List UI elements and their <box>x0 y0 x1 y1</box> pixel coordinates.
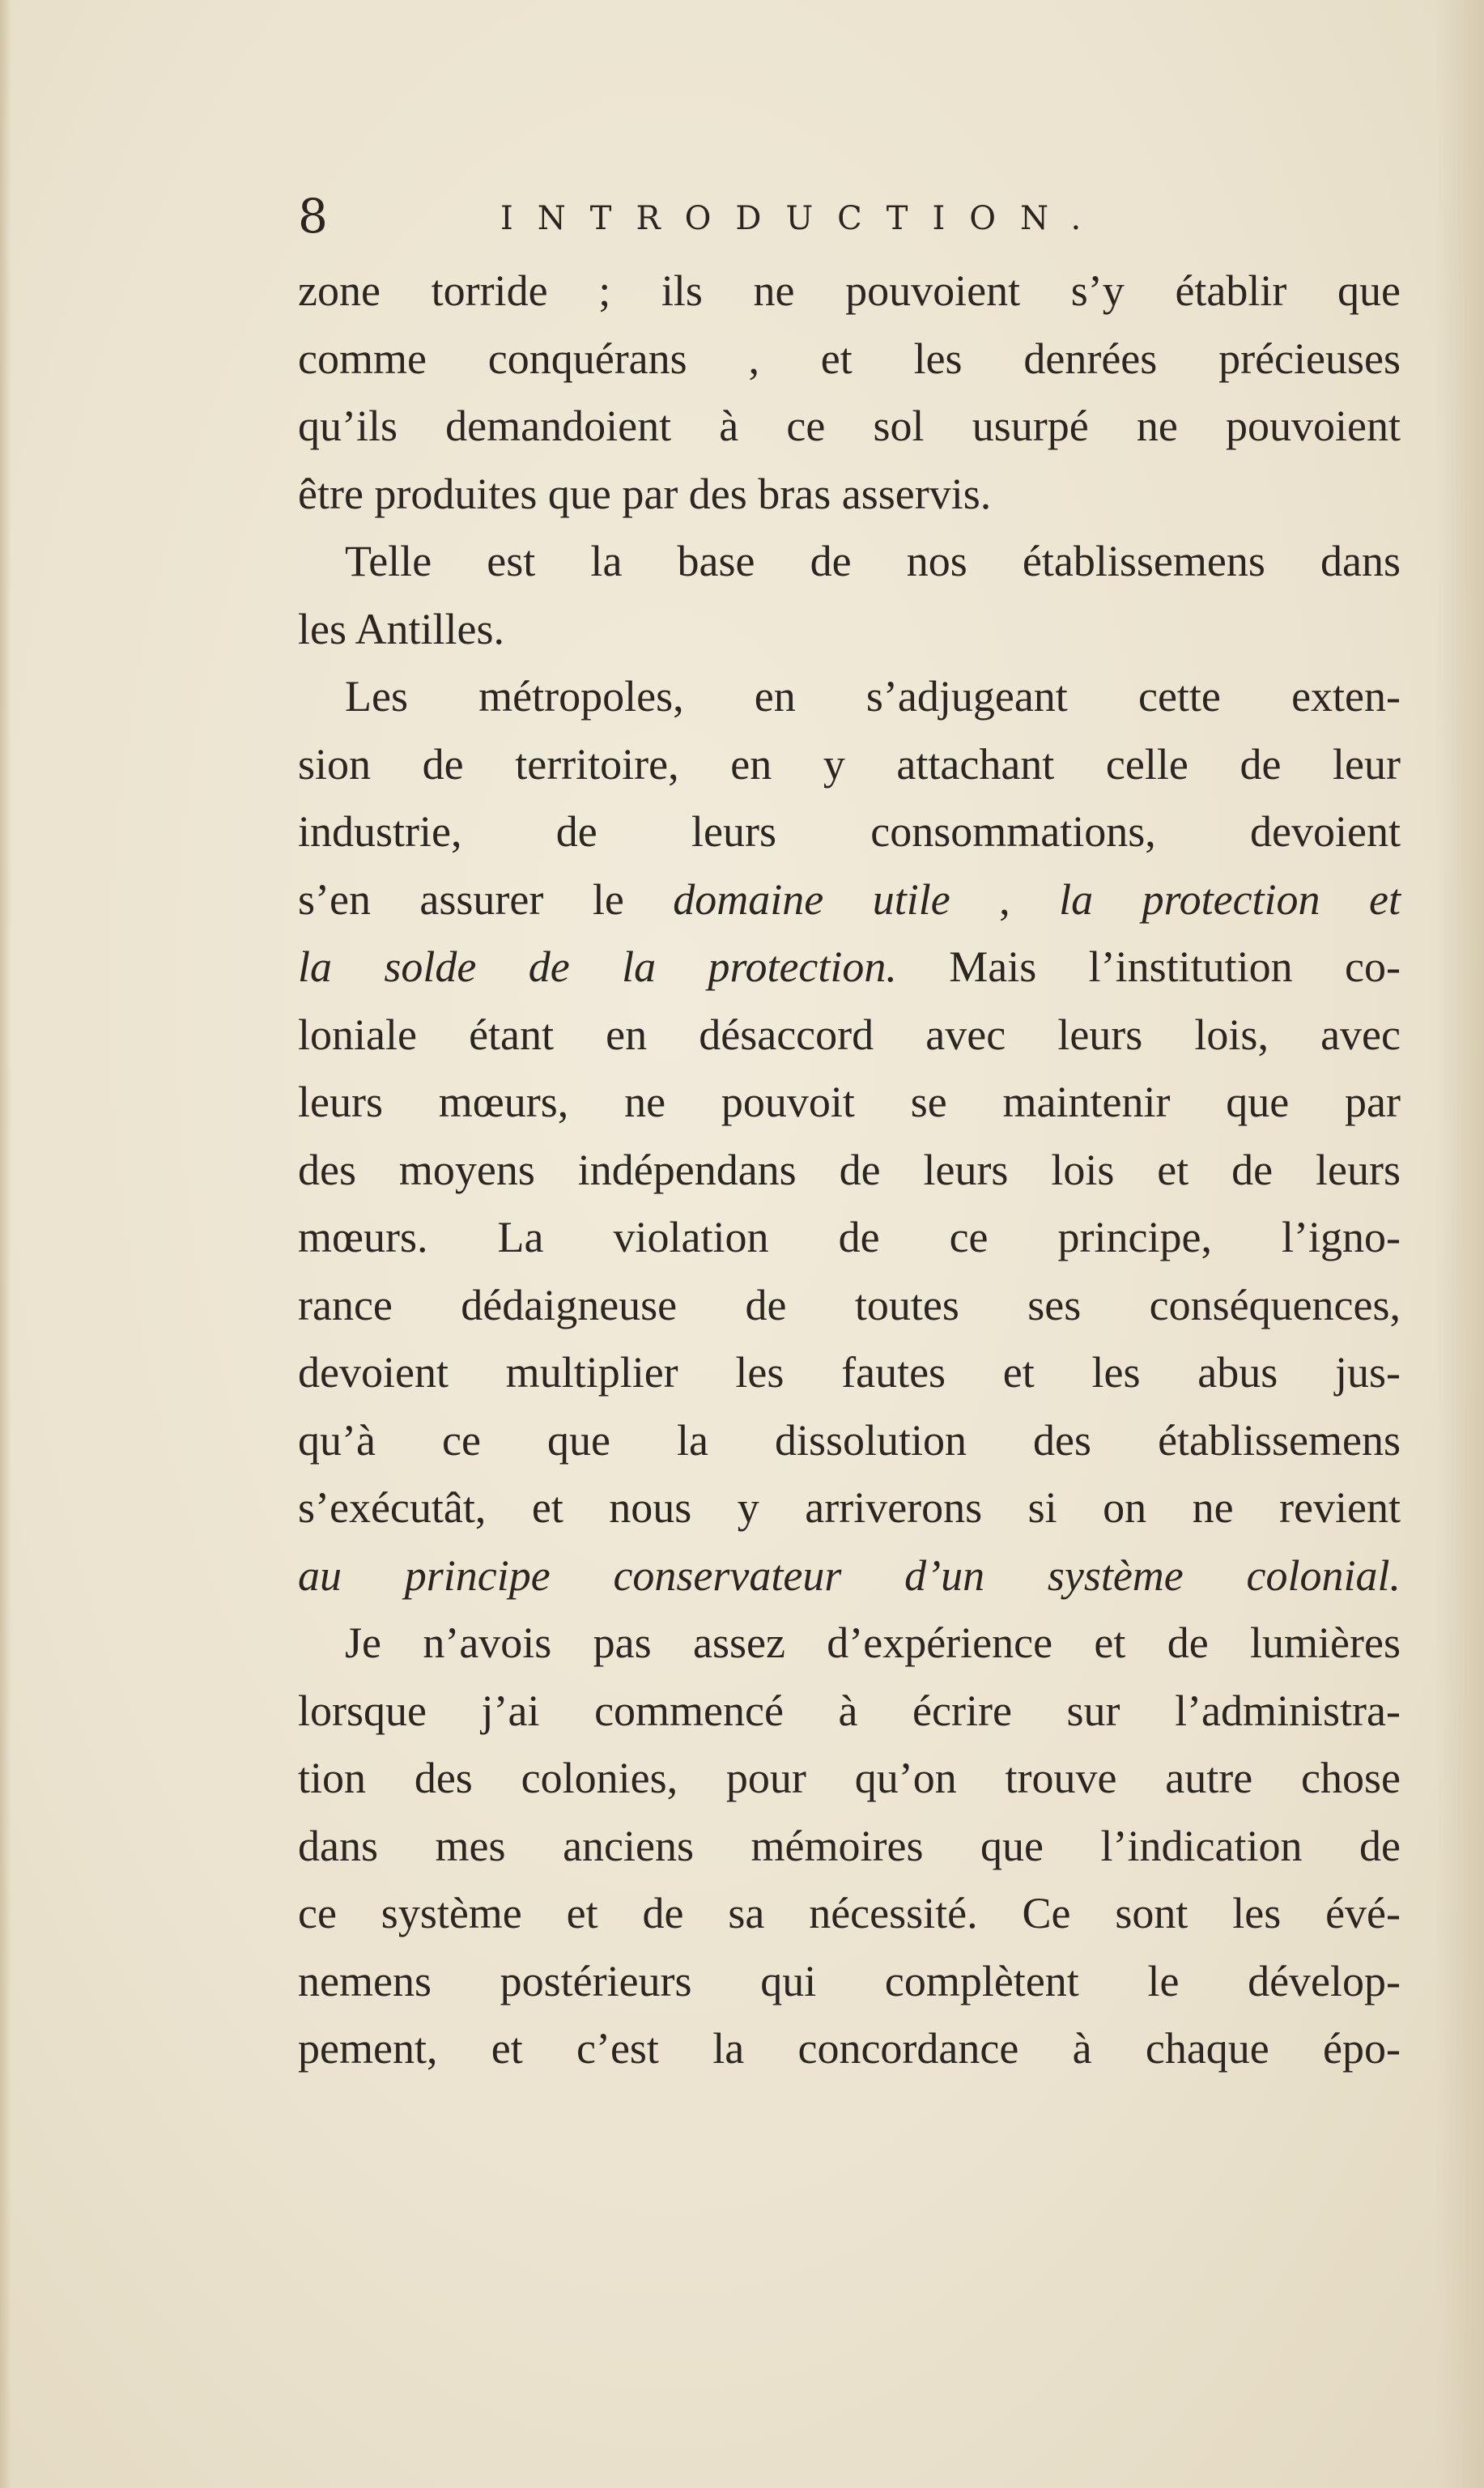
paragraph-start-line: Telle est la base de nos établissemens dans <box>345 537 1401 585</box>
text-line: loniale étant en désaccord avec leurs lois, avec <box>298 1010 1401 1059</box>
text-line: leurs mœurs, ne pouvoit se maintenir que par <box>298 1078 1401 1126</box>
text-line: zone torride ; ils ne pouvoient s’y établir que <box>298 266 1401 315</box>
page-gutter-shadow <box>0 0 11 2488</box>
text-line: dans mes anciens mémoires que l’indication de <box>298 1821 1401 1870</box>
italic-term: la solde de la protection. <box>298 942 897 991</box>
italic-term: domaine utile <box>673 874 950 924</box>
text-line: nemens postérieurs qui complètent le dévelop- <box>298 1956 1401 2005</box>
italic-term: la protection et <box>1059 874 1401 924</box>
paragraph-start-line: Les métropoles, en s’adjugeant cette exten- <box>345 672 1401 721</box>
text-line: être produites que par des bras asservis. <box>298 469 992 518</box>
running-title: INTRODUCTION. <box>500 200 1106 237</box>
text-line: qu’à ce que la dissolution des établissemens <box>298 1415 1401 1465</box>
text-line: des moyens indépendans de leurs lois et de leurs <box>298 1145 1401 1194</box>
text-line: industrie, de leurs consommations, devoient <box>298 807 1401 856</box>
text-run: Mais l’institution co- <box>896 942 1401 991</box>
italic-phrase: au principe conservateur d’un système colonial. <box>298 1550 1401 1600</box>
text-line: qu’ils demandoient à ce sol usurpé ne pouvoient <box>298 402 1401 450</box>
text-line: tion des colonies, pour qu’on trouve autre chose <box>298 1754 1401 1802</box>
text-line: rance dédaigneuse de toutes ses conséquences, <box>298 1280 1401 1329</box>
text-line: les Antilles. <box>298 604 504 653</box>
text-line: comme conquérans , et les denrées précieuses <box>298 334 1401 383</box>
body-text <box>298 257 1401 2083</box>
paragraph-start-line: Je n’avois pas assez d’expérience et de lumières <box>345 1618 1401 1667</box>
text-line <box>298 934 1401 1002</box>
text-run: , <box>950 874 1060 924</box>
text-line: s’exécutât, et nous y arriverons si on ne revient <box>298 1483 1401 1532</box>
text-run: s’en assurer le <box>298 874 674 924</box>
text-line: lorsque j’ai commencé à écrire sur l’administra- <box>298 1686 1401 1735</box>
text-line <box>298 866 1401 934</box>
text-line <box>298 1542 1401 1610</box>
running-head <box>298 180 1431 253</box>
text-line: sion de territoire, en y attachant celle de leur <box>298 739 1401 789</box>
page-number: 8 <box>298 189 328 244</box>
text-line: mœurs. La violation de ce principe, l’igno- <box>298 1213 1401 1261</box>
text-line: ce système et de sa nécessité. Ce sont les évé- <box>298 1889 1401 1937</box>
text-line: pement, et c’est la concordance à chaque épo- <box>298 2024 1401 2073</box>
page-edge-shadow <box>1435 0 1484 2488</box>
text-line: devoient multiplier les fautes et les abus jus- <box>298 1348 1401 1397</box>
